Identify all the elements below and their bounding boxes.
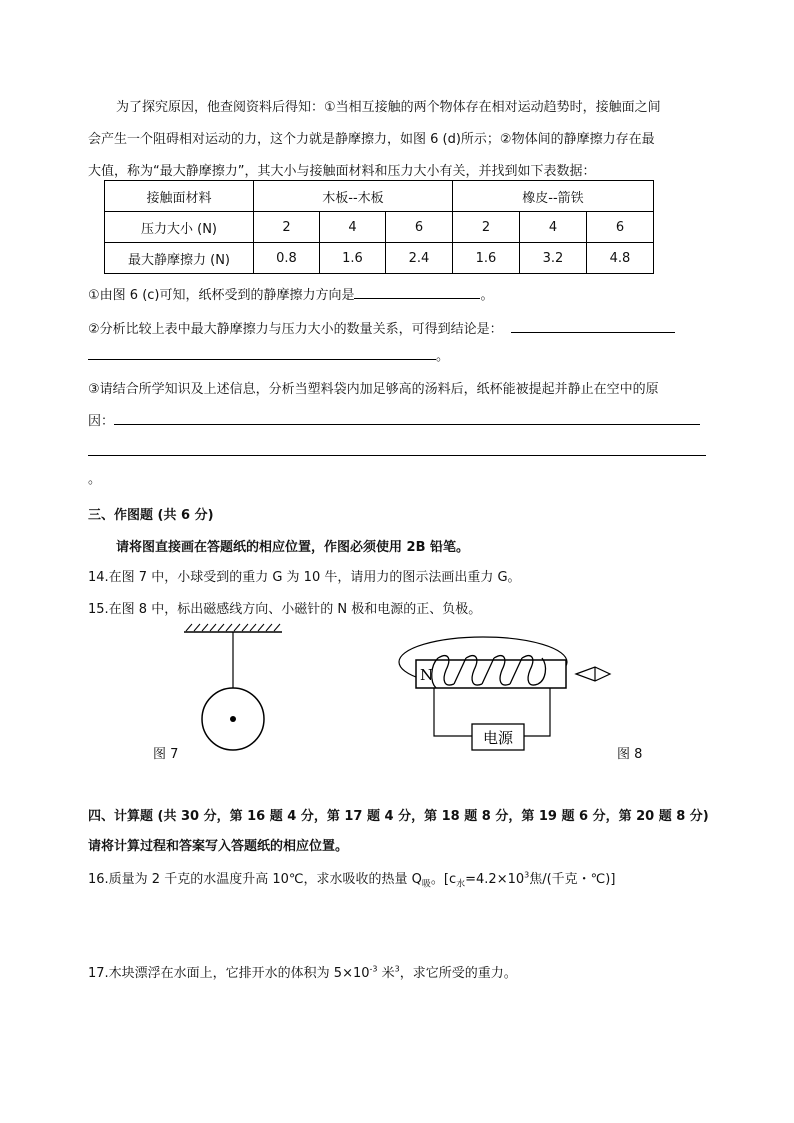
table-row bbox=[105, 212, 654, 243]
question-16-value: =4.2×10 bbox=[465, 872, 525, 887]
section-4-title: 四、计算题 (共 30 分，第 16 题 4 分，第 17 题 4 分，第 18 题 8 分，第 19 题 6 分，第 20 题 8 分) bbox=[88, 809, 709, 824]
group-wood-wood: 木板--木板 bbox=[254, 181, 453, 212]
table-cell: 2 bbox=[254, 212, 320, 243]
ball-center bbox=[230, 716, 236, 722]
section-3-instruction: 请将图直接画在答题纸的相应位置，作图必须使用 2B 铅笔。 bbox=[116, 540, 470, 555]
table-cell: 6 bbox=[386, 212, 453, 243]
material-header: 接触面材料 bbox=[105, 181, 254, 212]
table-cell: 1.6 bbox=[320, 243, 386, 274]
question-16-csub: 水 bbox=[456, 879, 466, 890]
question-1-text: ①由图 6 (c)可知，纸杯受到的静摩擦力方向是 bbox=[88, 288, 355, 303]
question-17-exponent: -3 bbox=[369, 964, 378, 974]
figure-8-electromagnet bbox=[396, 622, 622, 762]
question-16-sub: 吸 bbox=[421, 879, 431, 890]
question-17-unit: 米 bbox=[377, 966, 395, 981]
answer-blank[interactable] bbox=[511, 319, 675, 333]
figure-7-label: 图 7 bbox=[153, 747, 179, 762]
ceiling-hatching bbox=[186, 624, 280, 631]
wire-left bbox=[434, 688, 472, 736]
table-cell: 4.8 bbox=[587, 243, 654, 274]
question-3-line-3 bbox=[88, 442, 706, 460]
question-16 bbox=[88, 868, 615, 890]
power-source-label: 电源 bbox=[482, 729, 514, 747]
section-4-instruction: 请将计算过程和答案写入答题纸的相应位置。 bbox=[88, 839, 349, 854]
intro-line-1: 为了探究原因，他查阅资料后得知：①当相互接触的两个物体存在相对运动趋势时，接触面之间 bbox=[116, 100, 661, 115]
table-cell: 2 bbox=[453, 212, 520, 243]
answer-blank[interactable] bbox=[354, 285, 480, 299]
question-14: 14.在图 7 中，小球受到的重力 G 为 10 牛，请用力的图示法画出重力 G。 bbox=[88, 570, 521, 585]
question-1-end: 。 bbox=[480, 288, 494, 303]
table-cell: 3.2 bbox=[520, 243, 587, 274]
question-3-cont bbox=[88, 410, 700, 429]
answer-blank[interactable] bbox=[88, 442, 706, 456]
question-3-end: 。 bbox=[88, 472, 102, 487]
table-cell: 2.4 bbox=[386, 243, 453, 274]
friction-header: 最大静摩擦力 (N) bbox=[105, 243, 254, 274]
table-cell: 0.8 bbox=[254, 243, 320, 274]
question-2-end: 。 bbox=[436, 349, 450, 364]
table-cell: 4 bbox=[320, 212, 386, 243]
question-15: 15.在图 8 中，标出磁感线方向、小磁针的 N 极和电源的正、负极。 bbox=[88, 602, 482, 617]
question-17 bbox=[88, 962, 517, 981]
question-17-text: 17.木块漂浮在水面上，它排开水的体积为 5×10 bbox=[88, 966, 370, 981]
section-3-title: 三、作图题 (共 6 分) bbox=[88, 508, 214, 523]
group-rubber-iron: 橡皮--箭铁 bbox=[453, 181, 654, 212]
question-16-c: 。[c bbox=[430, 872, 457, 887]
question-3-text-2: 因： bbox=[88, 414, 115, 429]
answer-blank[interactable] bbox=[88, 346, 436, 360]
wire-right bbox=[524, 688, 550, 736]
intro-line-2: 会产生一个阻碍相对运动的力，这个力就是静摩擦力，如图 6 (d)所示；②物体间的静摩擦力存在最 bbox=[88, 132, 655, 147]
table-cell: 6 bbox=[587, 212, 654, 243]
question-1 bbox=[88, 284, 494, 303]
question-16-exponent: 3 bbox=[524, 870, 530, 880]
question-17-unit-exponent: 3 bbox=[394, 964, 400, 974]
table-cell: 4 bbox=[520, 212, 587, 243]
question-3: ③请结合所学知识及上述信息，分析当塑料袋内加足够高的汤料后，纸杯能被提起并静止在空中的原 bbox=[88, 382, 659, 397]
question-17-end: ，求它所受的重力。 bbox=[399, 966, 517, 981]
question-16-text: 16.质量为 2 千克的水温度升高 10℃，求水吸收的热量 Q bbox=[88, 872, 422, 887]
table-cell: 1.6 bbox=[453, 243, 520, 274]
pressure-header: 压力大小 (N) bbox=[105, 212, 254, 243]
answer-blank[interactable] bbox=[114, 411, 700, 425]
figure-8-label: 图 8 bbox=[617, 747, 643, 762]
friction-data-table bbox=[104, 180, 654, 274]
question-2-text: ②分析比较上表中最大静摩擦力与压力大小的数量关系，可得到结论是： bbox=[88, 322, 503, 337]
compass-needle bbox=[576, 667, 610, 681]
question-2-cont bbox=[88, 345, 449, 364]
question-2 bbox=[88, 318, 675, 337]
intro-line-3: 大值，称为“最大静摩擦力”，其大小与接触面材料和压力大小有关，并找到如下表数据： bbox=[88, 164, 596, 179]
n-pole-label: N bbox=[420, 666, 434, 684]
figure-7-pendulum bbox=[170, 620, 300, 760]
table-row bbox=[105, 243, 654, 274]
table-row bbox=[105, 181, 654, 212]
question-16-unit: 焦/(千克・℃)] bbox=[529, 872, 616, 887]
